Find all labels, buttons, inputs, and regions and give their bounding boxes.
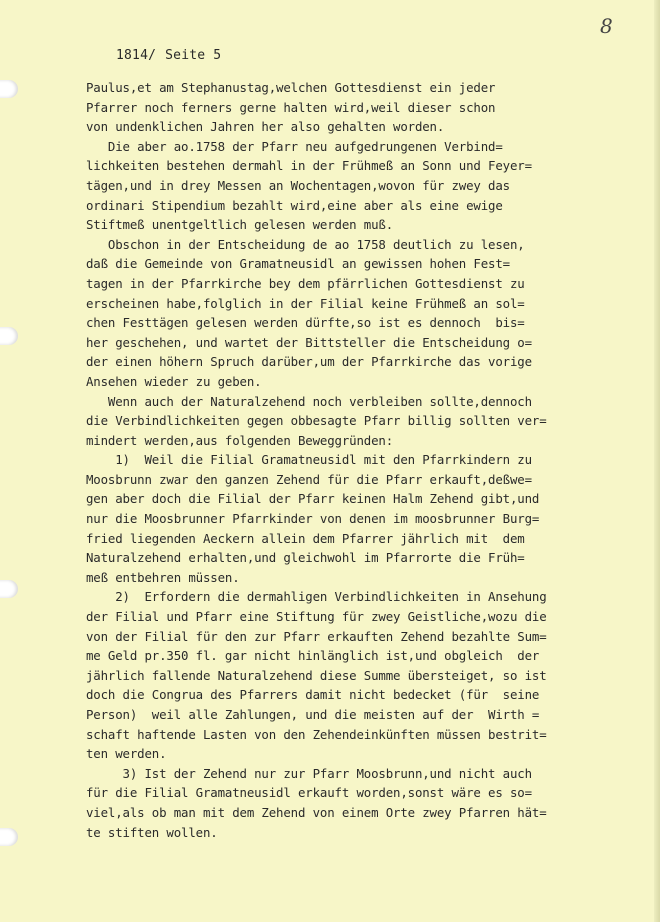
text-line: tagen in der Pfarrkirche bey dem pfärrlichen Gottesdienst zu <box>86 275 525 291</box>
punch-hole <box>0 580 18 598</box>
text-line: Paulus,et am Stephanustag,welchen Gottesdienst ein jeder <box>86 80 496 95</box>
text-line: chen Festtägen gelesen werden dürfte,so ist es dennoch bis= <box>86 315 525 331</box>
text-line: lichkeiten bestehen dermahl in der Frühmeß an Sonn und Feyer= <box>86 158 532 174</box>
punch-hole <box>0 327 18 345</box>
header-year: 1814/ <box>116 48 157 63</box>
text-line: 1) Weil die Filial Gramatneusidl mit den Pfarrkindern zu <box>86 452 532 468</box>
text-line: Ansehen wieder zu geben. <box>86 373 262 389</box>
page-edge <box>654 0 660 922</box>
text-line: tägen,und in drey Messen an Wochentagen,wovon für zwey das <box>86 177 510 193</box>
text-line: ordinari Stipendium bezahlt wird,eine aber als eine ewige <box>86 197 503 213</box>
punch-hole <box>0 828 18 846</box>
text-line: te stiften wollen. <box>86 824 218 840</box>
page-header <box>116 48 221 63</box>
text-line: 2) Erfordern die dermahligen Verbindlichkeiten in Ansehung <box>86 589 547 605</box>
text-line: meß entbehren müssen. <box>86 569 240 585</box>
punch-hole <box>0 80 18 98</box>
text-line: Obschon in der Entscheidung de ao 1758 deutlich zu lesen, <box>86 236 525 252</box>
text-line: Wenn auch der Naturalzehend noch verbleiben sollte,dennoch <box>86 393 532 409</box>
text-line: ten werden. <box>86 746 167 762</box>
text-line: viel,als ob man mit dem Zehend von einem Orte zwey Pfarren hät= <box>86 804 547 820</box>
text-line: Person) weil alle Zahlungen, und die meisten auf der Wirth = <box>86 707 540 722</box>
text-line: von der Filial für den zur Pfarr erkauften Zehend bezahlte Sum= <box>86 628 547 644</box>
text-line: mindert werden,aus folgenden Beweggründen: <box>86 432 394 448</box>
text-line: gen aber doch die Filial der Pfarr keinen Halm Zehend gibt,und <box>86 491 540 507</box>
text-line: die Verbindlichkeiten gegen obbesagte Pfarr billig sollten ver= <box>86 413 547 429</box>
text-line: für die Filial Gramatneusidl erkauft worden,sonst wäre es so= <box>86 785 532 801</box>
text-line: Die aber ao.1758 der Pfarr neu aufgedrungenen Verbind= <box>86 138 503 154</box>
text-line: nur die Moosbrunner Pfarrkinder von denen im moosbrunner Burg= <box>86 511 540 527</box>
text-line: von undenklichen Jahren her also gehalten worden. <box>86 119 445 135</box>
document-body <box>86 78 626 842</box>
text-line: her geschehen, und wartet der Bittsteller die Entscheidung o= <box>86 334 532 350</box>
text-line: fried liegenden Aeckern allein dem Pfarrer jährlich mit dem <box>86 530 525 546</box>
text-line: Pfarrer noch ferners gerne halten wird,weil dieser schon <box>86 99 496 115</box>
text-line: erscheinen habe,folglich in der Filial keine Frühmeß an sol= <box>86 295 525 311</box>
text-line: 3) Ist der Zehend nur zur Pfarr Moosbrunn,und nicht auch <box>86 765 532 781</box>
text-line: doch die Congrua des Pfarrers damit nicht bedecket (für seine <box>86 687 540 703</box>
text-line: Naturalzehend erhalten,und gleichwohl im Pfarrorte die Früh= <box>86 550 525 566</box>
text-line: der einen höhern Spruch darüber,um der Pfarrkirche das vorige <box>86 354 532 370</box>
text-line: me Geld pr.350 fl. gar nicht hinlänglich ist,und obgleich der <box>86 648 540 664</box>
text-line: daß die Gemeinde von Gramatneusidl an gewissen hohen Fest= <box>86 256 510 272</box>
header-page-label: Seite 5 <box>165 48 222 63</box>
text-line: Stiftmeß unentgeltlich gelesen werden muß. <box>86 217 394 233</box>
text-line: Moosbrunn zwar den ganzen Zehend für die Pfarr erkauft,deßwe= <box>86 471 532 487</box>
text-line: der Filial und Pfarr eine Stiftung für zwey Geistliche,wozu die <box>86 609 547 625</box>
text-line: schaft haftende Lasten von den Zehendeinkünften müssen bestrit= <box>86 726 547 742</box>
handwritten-page-number: 8 <box>600 14 613 38</box>
text-line: jährlich fallende Naturalzehend diese Summe übersteiget, so ist <box>86 667 547 683</box>
